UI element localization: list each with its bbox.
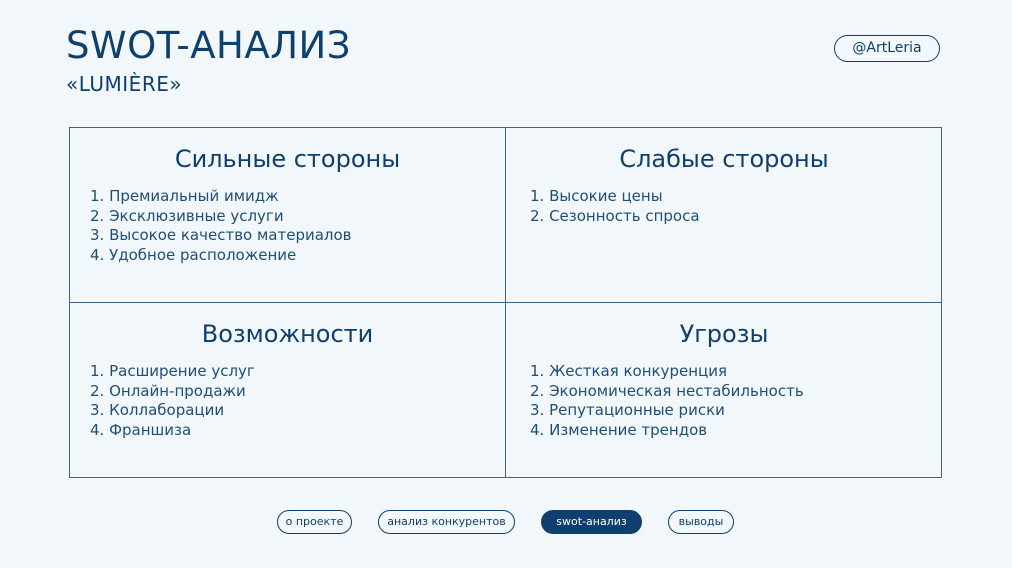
opportunities-title: Возможности — [201, 320, 374, 348]
strengths-title: Сильные стороны — [174, 145, 401, 173]
page-title: SWOT-АНАЛИЗ — [66, 24, 351, 67]
list-item: 3. Высокое качество материалов — [90, 226, 352, 244]
threats-list — [530, 362, 804, 440]
swot-grid — [69, 127, 942, 478]
nav-about-project[interactable]: о проекте — [277, 510, 352, 534]
swot-strengths — [70, 128, 506, 303]
list-item: 1. Жесткая конкуренция — [530, 362, 728, 380]
list-item: 1. Высокие цены — [530, 187, 663, 205]
page-subtitle: «LUMIÈRE» — [66, 72, 183, 96]
list-item: 1. Расширение услуг — [90, 362, 255, 380]
list-item: 3. Репутационные риски — [530, 401, 725, 419]
threats-title: Угрозы — [679, 320, 769, 348]
swot-threats — [506, 303, 942, 477]
weaknesses-title: Слабые стороны — [619, 145, 829, 173]
list-item: 4. Изменение трендов — [530, 420, 708, 439]
swot-opportunities — [70, 303, 506, 477]
list-item: 2. Сезонность спроса — [530, 206, 700, 225]
list-item: 1. Премиальный имидж — [90, 187, 279, 205]
list-item: 4. Франшиза — [90, 420, 192, 439]
list-item: 4. Удобное расположение — [90, 245, 297, 264]
nav-conclusions[interactable]: выводы — [668, 510, 734, 534]
list-item: 2. Эксклюзивные услуги — [90, 206, 284, 225]
weaknesses-list — [530, 187, 700, 226]
nav-competitor-analysis[interactable]: анализ конкурентов — [378, 510, 515, 534]
list-item: 2. Экономическая нестабильность — [530, 381, 804, 400]
list-item: 3. Коллаборации — [90, 401, 225, 419]
bottom-navigation — [0, 510, 1012, 534]
list-item: 2. Онлайн-продажи — [90, 381, 246, 400]
opportunities-list — [90, 362, 255, 440]
swot-weaknesses — [506, 128, 942, 303]
author-handle-badge[interactable]: @ArtLeria — [834, 35, 940, 62]
nav-swot-analysis[interactable]: swot-анализ — [541, 510, 642, 534]
strengths-list — [90, 187, 352, 265]
